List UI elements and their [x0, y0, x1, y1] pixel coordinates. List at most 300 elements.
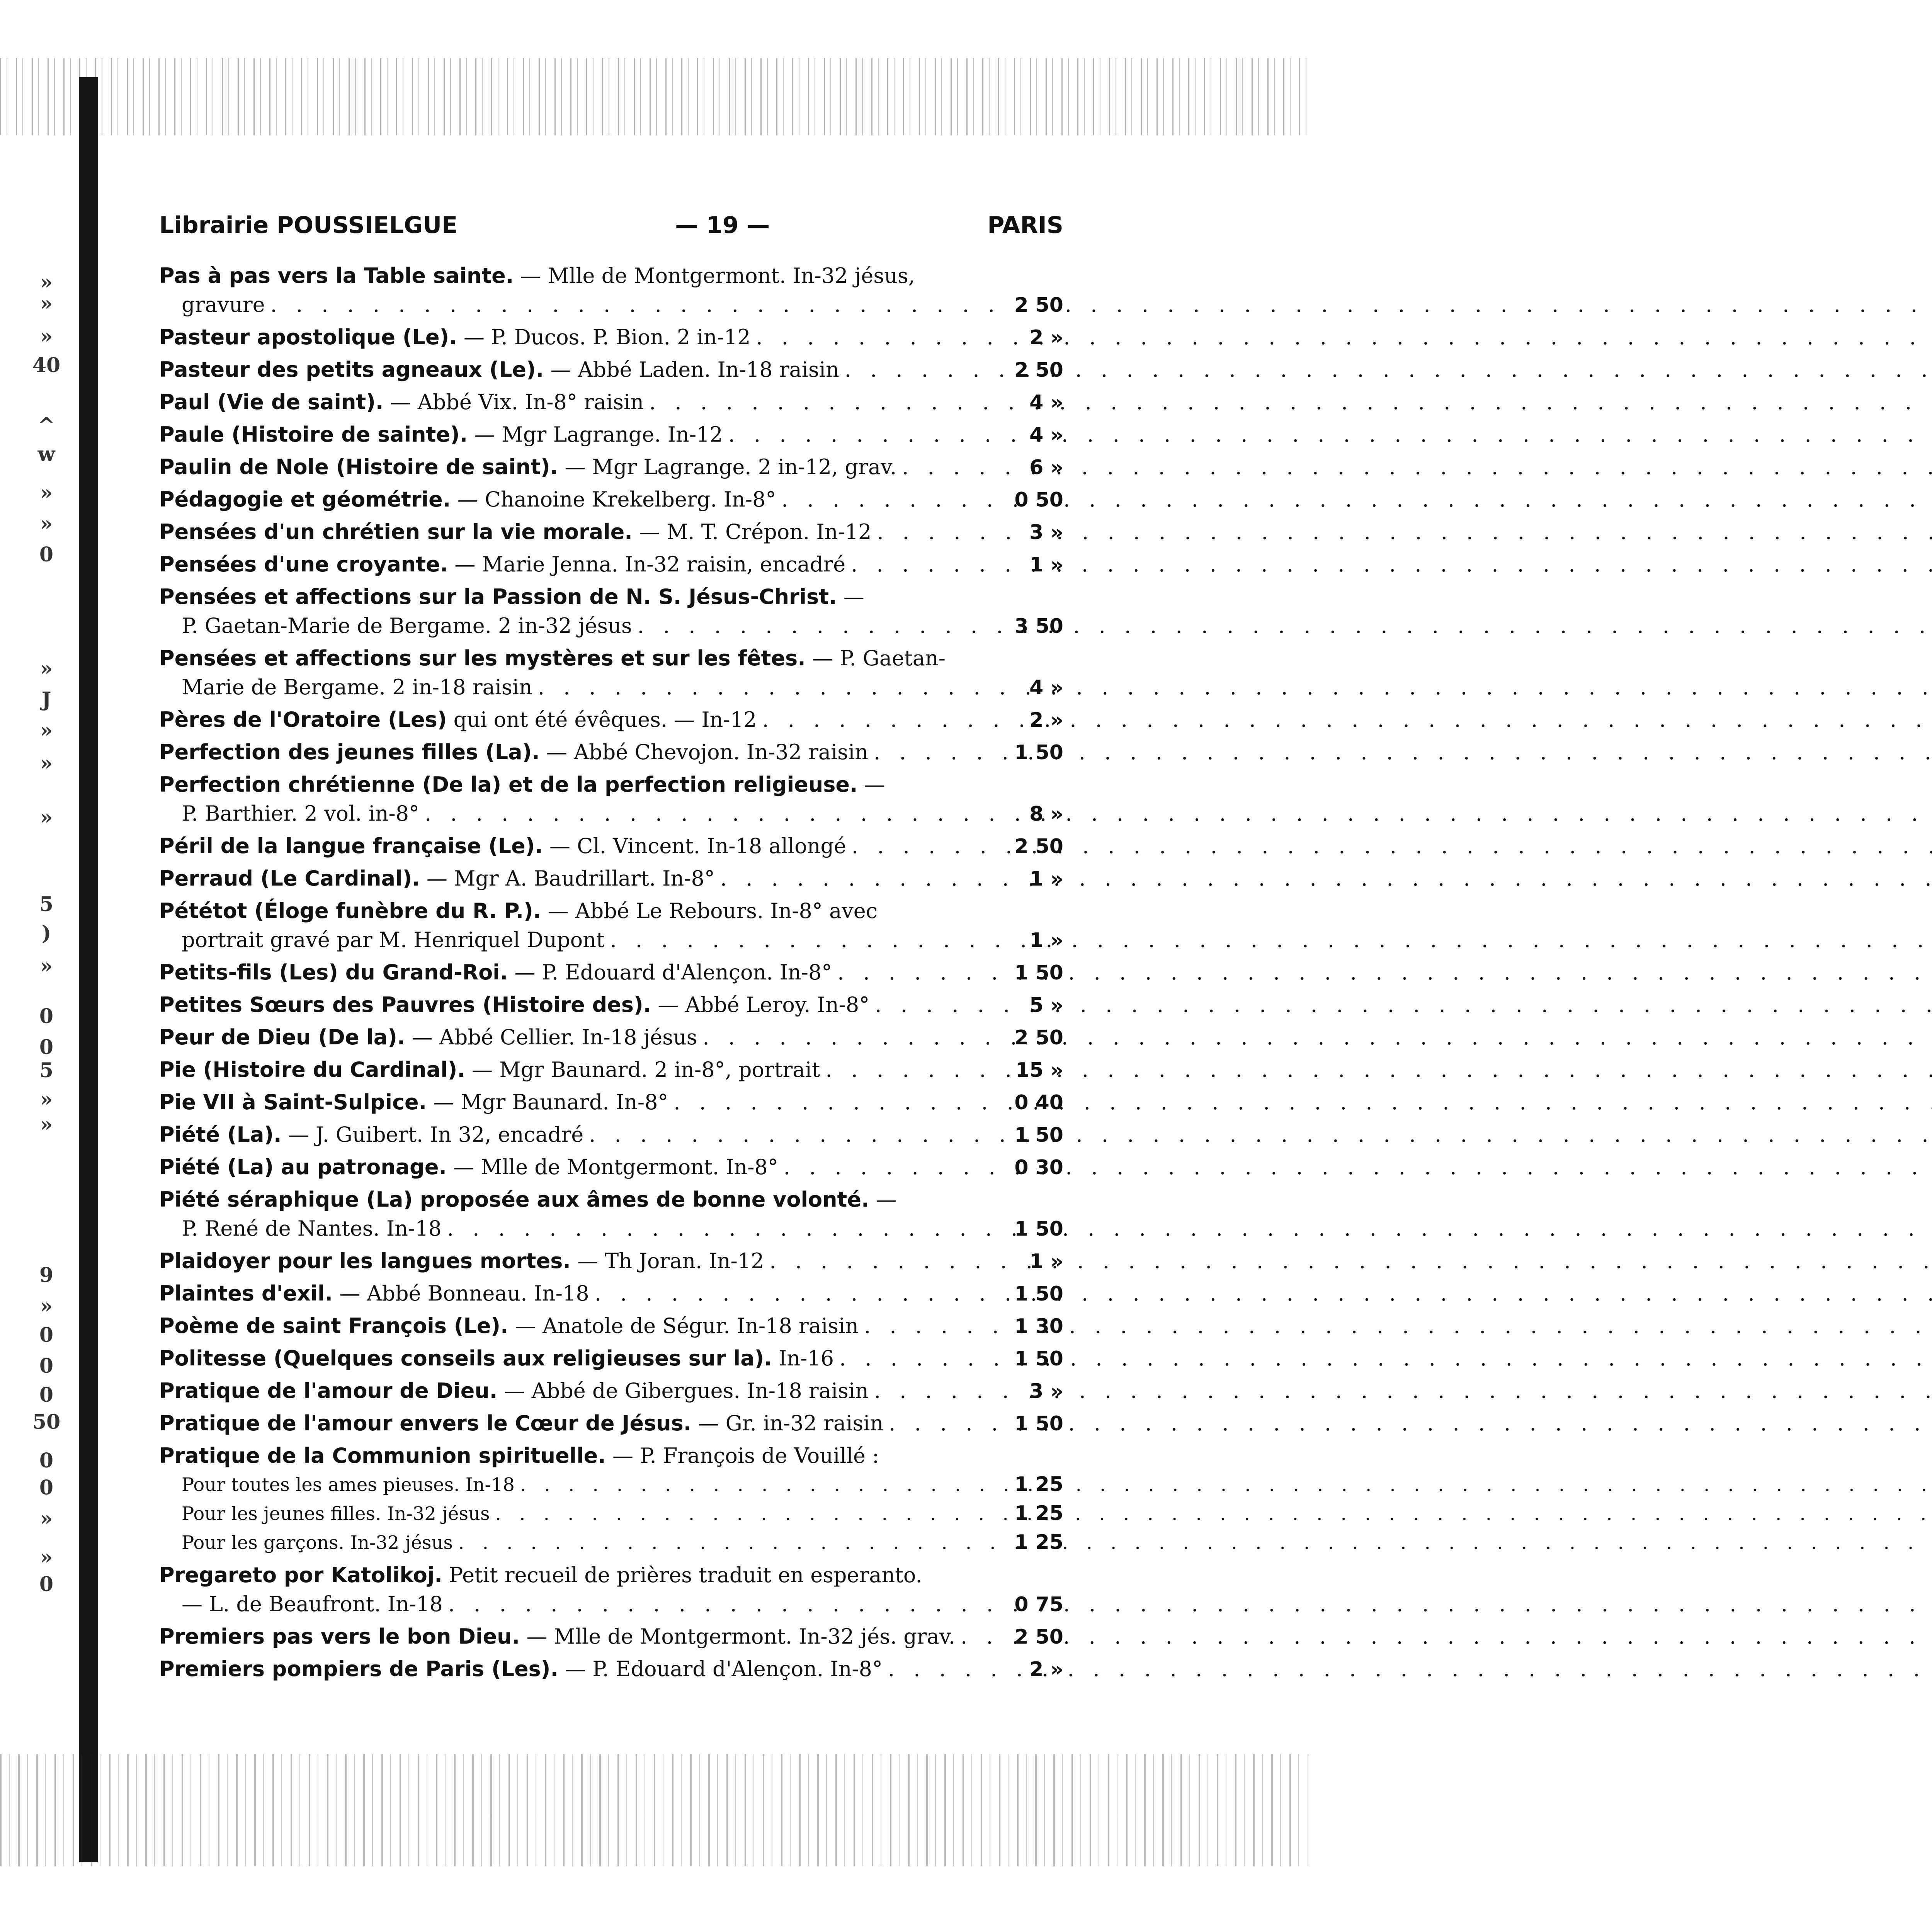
- entry-detail: — M. T. Crépon. In-12: [632, 520, 872, 544]
- entry-detail: — Abbé Chevojon. In-32 raisin: [539, 740, 869, 764]
- entry-text: [182, 1214, 442, 1243]
- margin-fragment: »: [40, 1294, 53, 1318]
- entry-text: [159, 958, 832, 987]
- entry-line: [159, 485, 1063, 514]
- entry-title: Pététot (Éloge funèbre du R. P.).: [159, 899, 541, 923]
- entry-title: Pensées et affections sur les mystères et sur les fêtes.: [159, 646, 806, 670]
- entry-text: [159, 705, 757, 734]
- entry-line: [159, 673, 1063, 702]
- margin-fragment: »: [40, 657, 53, 680]
- leader-dots: [638, 611, 1000, 640]
- entry-detail: — Mgr Lagrange. In-12: [468, 422, 723, 447]
- margin-fragment: 9: [39, 1263, 54, 1287]
- entry-text: [159, 1153, 778, 1182]
- entry-line: [159, 1120, 1063, 1149]
- catalog-entry: [159, 1622, 1063, 1651]
- entry-text: [159, 550, 845, 579]
- sub-entry-line: [159, 1470, 1063, 1499]
- entry-line: [159, 958, 1063, 987]
- leader-dots: [425, 799, 1000, 828]
- leader-dots: [888, 1654, 1000, 1683]
- leader-dots: [538, 673, 1000, 702]
- entry-price: 6 »: [1029, 456, 1063, 479]
- catalog-entry: [159, 1441, 1063, 1557]
- entry-line: [159, 864, 1063, 893]
- catalog-entry: [159, 770, 1063, 828]
- entry-title: Petites Sœurs des Pauvres (Histoire des).: [159, 993, 651, 1017]
- entry-line: [159, 1279, 1063, 1308]
- margin-fragment: 0: [39, 1035, 54, 1059]
- margin-fragment: »: [40, 1088, 53, 1111]
- entry-price: 15 »: [1015, 1059, 1063, 1082]
- leader-dots: [837, 958, 1000, 987]
- entry-line: [159, 611, 1063, 640]
- page-number: — 19 —: [675, 212, 770, 239]
- entry-detail: — Chanoine Krekelberg. In-8°: [451, 487, 776, 512]
- leader-dots: [852, 831, 1000, 860]
- leader-dots: [781, 485, 1000, 514]
- margin-fragment: ^: [38, 413, 55, 437]
- entry-price: 8 »: [1029, 802, 1063, 826]
- margin-fragment: w: [37, 442, 55, 466]
- entry-price: 4 »: [1029, 423, 1063, 447]
- entry-detail: — Mlle de Montgermont. In-32 jés. grav.: [520, 1624, 956, 1649]
- entry-line: [159, 323, 1063, 352]
- entry-detail: — Marie Jenna. In-32 raisin, encadré: [448, 552, 846, 576]
- entry-detail: Petit recueil de prières traduit en esperanto.: [442, 1563, 922, 1587]
- catalog-entry: [159, 1311, 1063, 1340]
- margin-fragment: 0: [39, 1449, 54, 1472]
- entry-title: Pregareto por Katolikoj.: [159, 1563, 442, 1587]
- scan-noise-top: [0, 58, 1308, 135]
- leader-dots: [784, 1153, 1000, 1182]
- entry-line: [159, 925, 1063, 954]
- entry-detail: P. Barthier. 2 vol. in-8°: [182, 801, 420, 826]
- leader-dots: [673, 1088, 1000, 1117]
- margin-fragment: »: [40, 270, 53, 294]
- leader-dots: [520, 1471, 1000, 1499]
- margin-fragment: »: [40, 719, 53, 742]
- entry-detail: — Abbé Vix. In-8° raisin: [383, 390, 644, 414]
- catalog-entry: [159, 958, 1063, 987]
- sub-entries: [159, 1470, 1063, 1557]
- entry-text: [159, 261, 915, 290]
- entry-title: Pensées d'un chrétien sur la vie morale.: [159, 520, 633, 544]
- entry-text: [159, 1622, 955, 1651]
- entry-text: [182, 611, 632, 640]
- entry-price: 4 »: [1029, 391, 1063, 414]
- entry-text: [159, 1023, 697, 1052]
- margin-fragment: »: [40, 325, 53, 348]
- entry-title: Paule (Histoire de sainte).: [159, 422, 468, 447]
- entry-price: 1 50: [1014, 1282, 1063, 1306]
- margin-fragment: »: [40, 481, 53, 505]
- entry-text: [159, 770, 885, 799]
- entry-title: Piété (La) au patronage.: [159, 1155, 447, 1179]
- leader-dots: [845, 355, 1000, 384]
- entry-price: 1 50: [1014, 961, 1063, 984]
- entry-title: Plaintes d'exil.: [159, 1281, 333, 1306]
- catalog-entry: [159, 355, 1063, 384]
- entry-title: Pas à pas vers la Table sainte.: [159, 264, 514, 288]
- entry-text: [159, 1409, 883, 1438]
- margin-fragment: »: [40, 1545, 53, 1569]
- entry-text: [159, 1246, 764, 1275]
- entry-price: 1 »: [1029, 929, 1063, 952]
- leader-dots: [762, 705, 1000, 734]
- catalog-entry: [159, 452, 1063, 481]
- entry-title: Paulin de Nole (Histoire de saint).: [159, 455, 558, 479]
- publisher-name: Librairie POUSSIELGUE: [159, 212, 458, 239]
- entry-title: Piété (La).: [159, 1122, 282, 1147]
- entry-text: [159, 582, 864, 611]
- entry-title: Perfection chrétienne (De la) et de la perfection religieuse.: [159, 772, 858, 797]
- margin-fragment: »: [40, 806, 53, 829]
- leader-dots: [877, 517, 1000, 546]
- leader-dots: [851, 550, 1000, 579]
- catalog-entry: [159, 1153, 1063, 1182]
- entry-text: [159, 420, 723, 449]
- entry-text: [159, 1441, 879, 1470]
- entry-line: [159, 290, 1063, 319]
- margin-fragment: »: [40, 1113, 53, 1136]
- margin-fragment: J: [41, 688, 51, 711]
- entry-title: Péril de la langue française (Le).: [159, 834, 543, 858]
- catalog-entry: [159, 1185, 1063, 1243]
- leader-dots: [756, 323, 1000, 352]
- entry-text: [159, 323, 750, 352]
- entry-detail: — Abbé Cellier. In-18 jésus: [405, 1025, 697, 1049]
- entry-price: 5 »: [1029, 994, 1063, 1017]
- leader-dots: [589, 1120, 1000, 1149]
- entry-title: Pratique de l'amour de Dieu.: [159, 1379, 498, 1403]
- entry-text: [182, 673, 532, 702]
- entry-title: Politesse (Quelques conseils aux religieuses sur la).: [159, 1346, 772, 1370]
- entry-line: [159, 831, 1063, 860]
- sub-entry-text: Pour toutes les ames pieuses. In-18: [182, 1474, 515, 1496]
- leader-dots: [458, 1528, 1000, 1557]
- entry-text: [159, 452, 896, 481]
- catalog-entry: [159, 1561, 1063, 1618]
- entry-detail: — Anatole de Ségur. In-18 raisin: [508, 1314, 859, 1338]
- catalog-entry: [159, 1120, 1063, 1149]
- entry-detail: — Mgr A. Baudrillart. In-8°: [420, 866, 715, 891]
- catalog-entry: [159, 990, 1063, 1019]
- entry-title: Piété séraphique (La) proposée aux âmes de bonne volonté.: [159, 1187, 869, 1212]
- catalog-entry: [159, 261, 1063, 319]
- entry-line: [159, 1590, 1063, 1618]
- entry-price: 1 30: [1014, 1315, 1063, 1338]
- entry-title: Peur de Dieu (De la).: [159, 1025, 405, 1049]
- entry-price: 1 »: [1029, 553, 1063, 576]
- entry-price: 3 50: [1014, 615, 1063, 638]
- entry-detail: — J. Guibert. In 32, encadré: [281, 1122, 584, 1147]
- entry-line: [159, 1023, 1063, 1052]
- entry-line: [159, 1441, 1063, 1470]
- entry-price: 2 50: [1014, 294, 1063, 317]
- margin-fragment: 0: [39, 1476, 54, 1499]
- entry-price: 1 50: [1014, 741, 1063, 764]
- sub-entry-line: [159, 1528, 1063, 1557]
- sub-entry-price: 1 25: [1014, 1502, 1063, 1525]
- leader-dots: [902, 452, 1000, 481]
- catalog-entry: [159, 420, 1063, 449]
- catalog-entry: [159, 388, 1063, 417]
- entry-text: [159, 1311, 859, 1340]
- entry-line: [159, 1409, 1063, 1438]
- entry-text: [159, 738, 868, 767]
- entry-price: 3 »: [1029, 1380, 1063, 1403]
- entry-detail: — Th Joran. In-12: [570, 1249, 764, 1273]
- entry-title: Pratique de la Communion spirituelle.: [159, 1443, 606, 1468]
- entry-text: [159, 896, 878, 925]
- entry-text: [159, 831, 846, 860]
- entry-detail: In-16: [772, 1346, 834, 1370]
- entry-line: [159, 420, 1063, 449]
- entry-detail: — Abbé de Gibergues. In-18 raisin: [497, 1379, 869, 1403]
- entry-text: [182, 799, 419, 828]
- margin-fragment: 0: [39, 543, 54, 566]
- entry-detail: portrait gravé par M. Henriquel Dupont: [182, 928, 605, 952]
- entry-line: [159, 770, 1063, 799]
- margin-fragment: 40: [32, 354, 61, 377]
- sub-entry-line: [159, 1499, 1063, 1528]
- catalog-entry: [159, 323, 1063, 352]
- catalog-entry: [159, 1376, 1063, 1405]
- entry-text: [159, 1120, 583, 1149]
- entry-line: [159, 261, 1063, 290]
- entry-detail: — Abbé Le Rebours. In-8° avec: [541, 899, 878, 923]
- page-header: [159, 212, 1063, 243]
- catalog-entry: [159, 831, 1063, 860]
- entry-price: 1 50: [1014, 1412, 1063, 1435]
- entry-detail: — P. Edouard d'Alençon. In-8°: [508, 960, 832, 984]
- leader-dots: [825, 1055, 1000, 1084]
- margin-fragment: »: [40, 751, 53, 775]
- entry-line: [159, 1311, 1063, 1340]
- entry-price: 0 40: [1014, 1091, 1063, 1114]
- entry-line: [159, 517, 1063, 546]
- entry-title: Pédagogie et géométrie.: [159, 487, 451, 512]
- entry-detail: — Gr. in-32 raisin: [691, 1411, 884, 1435]
- catalog-entry: [159, 644, 1063, 702]
- leader-dots: [770, 1246, 1000, 1275]
- entry-text: [159, 355, 839, 384]
- entry-line: [159, 1246, 1063, 1275]
- entry-line: [159, 355, 1063, 384]
- entry-text: [159, 485, 776, 514]
- catalog-entry: [159, 1279, 1063, 1308]
- entry-text: [159, 1561, 922, 1590]
- leader-dots: [839, 1344, 1000, 1373]
- catalog-entry: [159, 485, 1063, 514]
- entry-text: [159, 864, 715, 893]
- catalog-entry: [159, 1654, 1063, 1683]
- margin-fragment: 0: [39, 1383, 54, 1407]
- margin-fragment: 5: [39, 1059, 54, 1082]
- entry-title: Paul (Vie de saint).: [159, 390, 384, 414]
- entry-detail: — Mlle de Montgermont. In-8°: [446, 1155, 778, 1179]
- entry-price: 1 50: [1014, 1217, 1063, 1241]
- catalog-entry: [159, 1409, 1063, 1438]
- catalog-entry: [159, 1344, 1063, 1373]
- catalog-entry: [159, 1055, 1063, 1084]
- entry-line: [159, 738, 1063, 767]
- scan-noise-bottom: [0, 1754, 1308, 1866]
- catalog-entry: [159, 738, 1063, 767]
- entry-price: 4 »: [1029, 676, 1063, 699]
- catalog-entry: [159, 550, 1063, 579]
- entry-price: 2 50: [1014, 835, 1063, 858]
- sub-entry-price: 1 25: [1014, 1531, 1063, 1554]
- sub-entry-text: Pour les jeunes filles. In-32 jésus: [182, 1503, 490, 1525]
- catalog-entry: [159, 517, 1063, 546]
- entry-price: 1 50: [1014, 1347, 1063, 1370]
- entry-line: [159, 1214, 1063, 1243]
- entry-detail: — Abbé Bonneau. In-18: [333, 1281, 589, 1306]
- leader-dots: [270, 290, 1000, 319]
- entry-detail: P. René de Nantes. In-18: [182, 1216, 442, 1241]
- leader-dots: [720, 864, 1000, 893]
- entry-title: Pasteur des petits agneaux (Le).: [159, 357, 544, 382]
- leader-dots: [610, 925, 1000, 954]
- entry-line: [159, 1654, 1063, 1683]
- entry-price: 2 50: [1014, 1026, 1063, 1049]
- entry-detail: — Abbé Leroy. In-8°: [651, 993, 870, 1017]
- catalog-entry: [159, 705, 1063, 734]
- entry-detail: — P. Ducos. P. Bion. 2 in-12: [457, 325, 751, 349]
- entry-detail: — L. de Beaufront. In-18: [182, 1592, 443, 1616]
- entry-price: 1 50: [1014, 1124, 1063, 1147]
- city-name: PARIS: [987, 212, 1063, 239]
- entry-detail: —: [869, 1187, 897, 1212]
- entry-line: [159, 1344, 1063, 1373]
- entry-line: [159, 1376, 1063, 1405]
- entry-detail: Marie de Bergame. 2 in-18 raisin: [182, 675, 532, 699]
- entry-detail: — P. François de Vouillé :: [605, 1443, 879, 1468]
- entry-line: [159, 1055, 1063, 1084]
- leader-dots: [649, 388, 1000, 417]
- entry-line: [159, 550, 1063, 579]
- entry-text: [159, 1279, 589, 1308]
- entry-detail: —: [837, 585, 864, 609]
- entry-line: [159, 452, 1063, 481]
- entry-price: 2 50: [1014, 359, 1063, 382]
- entry-text: [182, 290, 265, 319]
- catalog-entries: [159, 261, 1063, 1687]
- entry-text: [159, 1185, 897, 1214]
- entry-line: [159, 896, 1063, 925]
- margin-fragment: 0: [39, 1573, 54, 1596]
- leader-dots: [961, 1622, 1000, 1651]
- entry-detail: — Mgr Baunard. In-8°: [427, 1090, 668, 1114]
- entry-text: [182, 1590, 443, 1618]
- entry-detail: — Mlle de Montgermont. In-32 jésus,: [514, 264, 915, 288]
- entry-detail: —: [857, 772, 885, 797]
- catalog-entry: [159, 864, 1063, 893]
- margin-fragment: »: [40, 954, 53, 978]
- margin-fragment: 0: [39, 1354, 54, 1378]
- leader-dots: [875, 990, 1000, 1019]
- margin-fragment: »: [40, 512, 53, 536]
- margin-fragment: 0: [39, 1005, 54, 1028]
- entry-detail: gravure: [182, 292, 265, 317]
- entry-title: Perfection des jeunes filles (La).: [159, 740, 540, 764]
- entry-text: [159, 517, 871, 546]
- entry-title: Pie VII à Saint-Sulpice.: [159, 1090, 427, 1114]
- entry-text: [159, 1055, 820, 1084]
- entry-line: [159, 799, 1063, 828]
- entry-text: [182, 925, 605, 954]
- entry-text: [159, 1376, 869, 1405]
- margin-fragment: »: [40, 292, 53, 315]
- entry-price: 0 75: [1014, 1593, 1063, 1616]
- entry-text: [159, 1344, 834, 1373]
- entry-line: [159, 388, 1063, 417]
- entry-line: [159, 582, 1063, 611]
- catalog-entry: [159, 896, 1063, 954]
- leader-dots: [864, 1311, 1000, 1340]
- leader-dots: [874, 738, 1000, 767]
- entry-line: [159, 705, 1063, 734]
- entry-title: Pères de l'Oratoire (Les): [159, 707, 447, 732]
- entry-text: [159, 990, 869, 1019]
- entry-detail: — Mgr Baunard. 2 in-8°, portrait: [465, 1057, 820, 1082]
- entry-price: 3 »: [1029, 521, 1063, 544]
- entry-text: [159, 644, 946, 673]
- entry-detail: — Mgr Lagrange. 2 in-12, grav.: [558, 455, 897, 479]
- catalog-entry: [159, 1246, 1063, 1275]
- entry-text: [159, 1654, 883, 1683]
- entry-detail: P. Gaetan-Marie de Bergame. 2 in-32 jésus: [182, 614, 632, 638]
- entry-title: Pie (Histoire du Cardinal).: [159, 1057, 465, 1082]
- margin-fragment: ): [41, 921, 51, 945]
- entry-price: 2 »: [1029, 1658, 1063, 1681]
- entry-detail: — P. Gaetan-: [805, 646, 946, 670]
- catalog-entry: [159, 582, 1063, 640]
- entry-line: [159, 1561, 1063, 1590]
- entry-title: Pratique de l'amour envers le Cœur de Jésus.: [159, 1411, 692, 1435]
- entry-title: Premiers pompiers de Paris (Les).: [159, 1657, 558, 1681]
- margin-fragment: 5: [39, 893, 54, 916]
- catalog-entry: [159, 1023, 1063, 1052]
- entry-line: [159, 1185, 1063, 1214]
- entry-price: 2 »: [1029, 326, 1063, 349]
- entry-title: Premiers pas vers le bon Dieu.: [159, 1624, 520, 1649]
- entry-title: Perraud (Le Cardinal).: [159, 866, 420, 891]
- entry-line: [159, 990, 1063, 1019]
- leader-dots: [448, 1590, 1000, 1618]
- entry-title: Plaidoyer pour les langues mortes.: [159, 1249, 571, 1273]
- leader-dots: [702, 1023, 1000, 1052]
- entry-text: [159, 1088, 668, 1117]
- entry-title: Pensées d'une croyante.: [159, 552, 448, 576]
- entry-title: Petits-fils (Les) du Grand-Roi.: [159, 960, 508, 984]
- entry-price: 0 30: [1014, 1156, 1063, 1179]
- entry-text: [159, 388, 644, 417]
- sub-entry-text: Pour les garçons. In-32 jésus: [182, 1532, 453, 1554]
- entry-title: Pensées et affections sur la Passion de N. S. Jésus-Christ.: [159, 585, 837, 609]
- catalog-entry: [159, 1088, 1063, 1117]
- margin-fragment: 0: [39, 1323, 54, 1347]
- entry-detail: — Abbé Laden. In-18 raisin: [544, 357, 839, 382]
- entry-title: Pasteur apostolique (Le).: [159, 325, 457, 349]
- entry-price: 0 50: [1014, 488, 1063, 512]
- entry-price: 1 »: [1029, 1250, 1063, 1273]
- entry-price: 2 50: [1014, 1625, 1063, 1649]
- entry-title: Poème de saint François (Le).: [159, 1314, 509, 1338]
- entry-price: 1 »: [1029, 867, 1063, 891]
